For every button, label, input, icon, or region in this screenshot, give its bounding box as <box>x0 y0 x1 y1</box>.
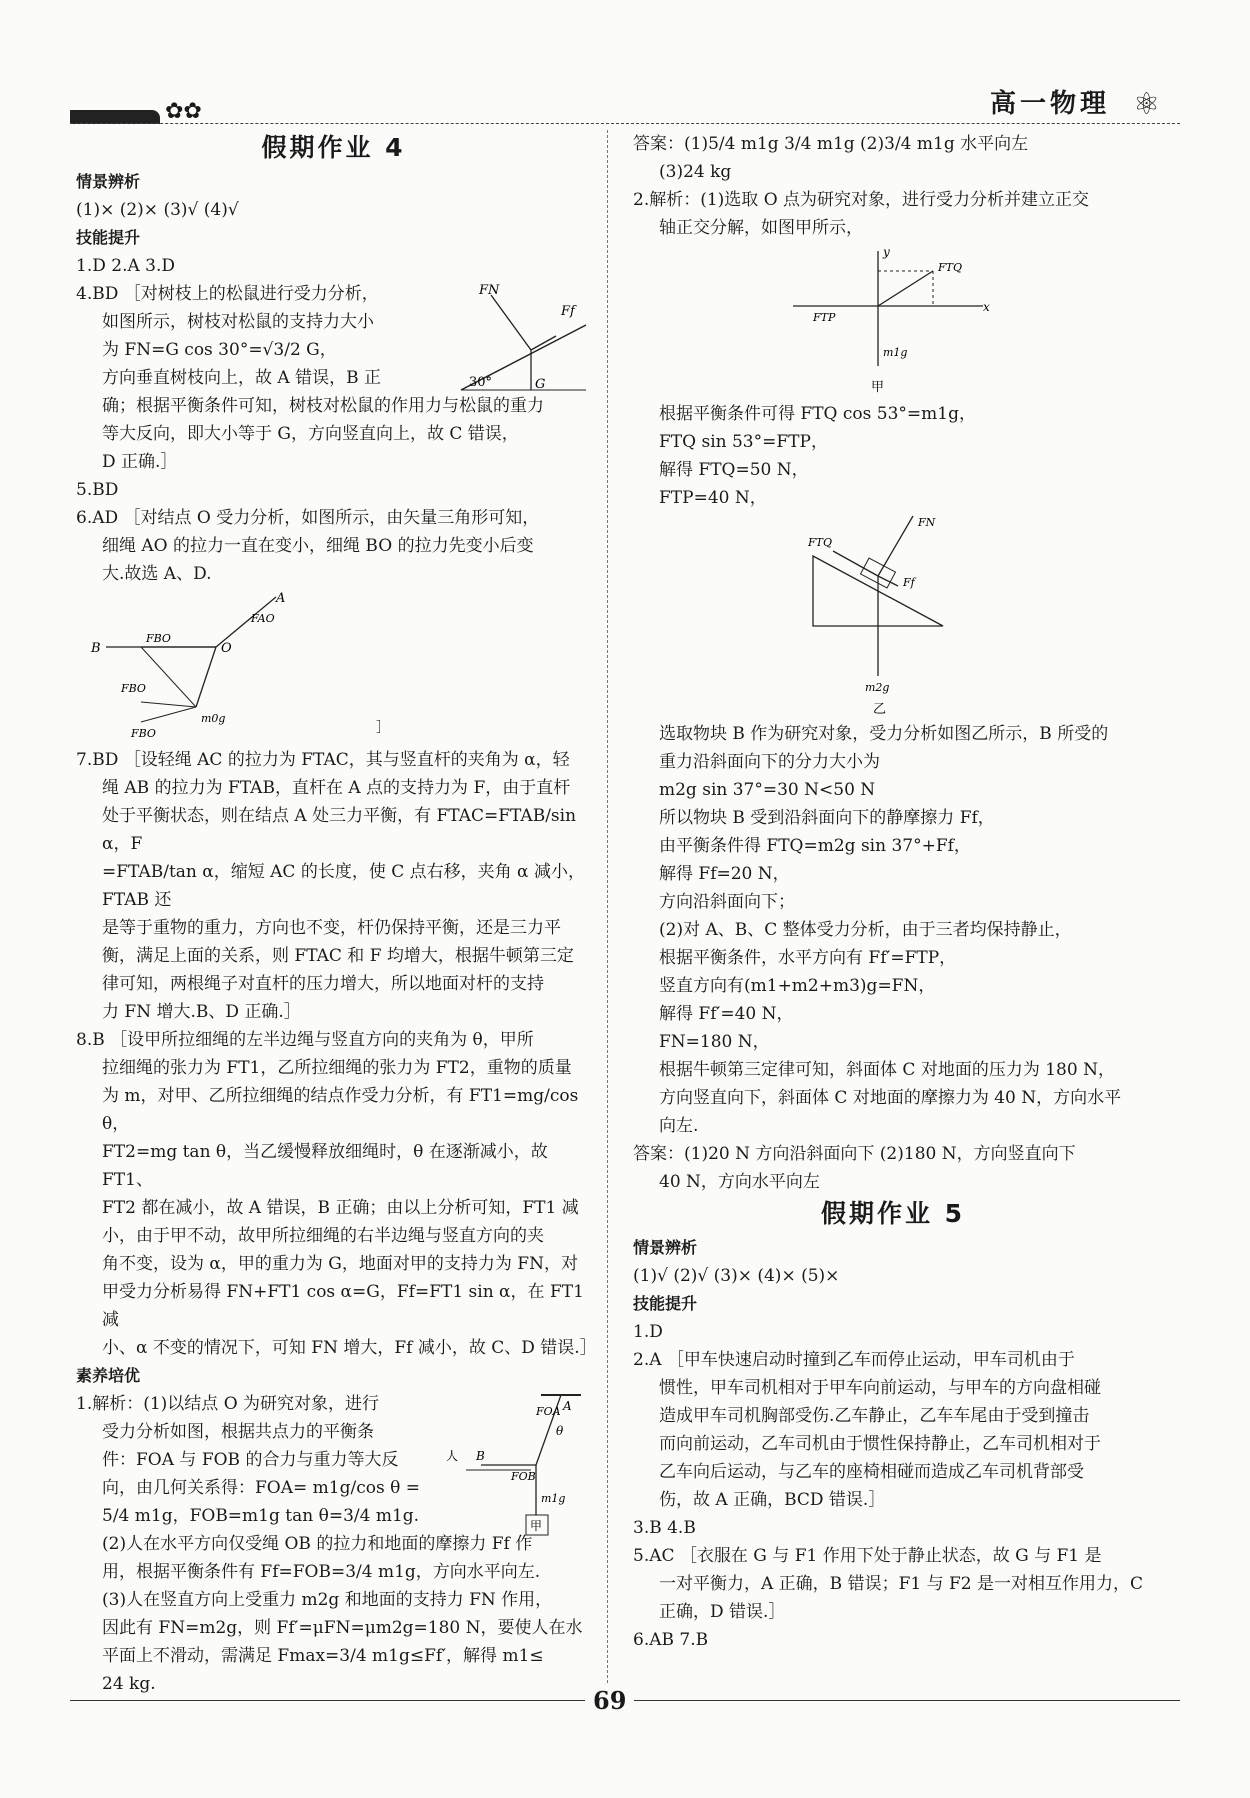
q2b-line-1: FTQ sin 53°=FTP， <box>659 432 828 452</box>
svg-text:m1g: m1g <box>541 1492 566 1505</box>
header-decoration <box>70 110 160 124</box>
s1-line-4: 5/4 m1g，FOB=m1g tan θ=3/4 m1g. <box>102 1506 420 1526</box>
s1-line-0: 1.解析：(1)以结点 O 为研究对象，进行 <box>76 1394 380 1414</box>
page-number: 69 <box>585 1686 634 1715</box>
q2c-line-2: m2g sin 37°=30 N<50 N <box>659 780 876 800</box>
svg-text:FAO: FAO <box>251 612 275 625</box>
ans1-line-1: (3)24 kg <box>659 162 732 182</box>
q4-line-4: 确；根据平衡条件可知，树枝对松鼠的作用力与松鼠的重力 <box>102 396 544 416</box>
left-column <box>76 130 597 1698</box>
p5-q2-line-1: 惯性，甲车司机相对于甲车向前运动，与甲车的方向盘相碰 <box>659 1378 1101 1398</box>
svg-text:FOB: FOB <box>511 1470 536 1483</box>
flower-icon: ✿✿ <box>165 99 202 124</box>
q2c-line-3: 所以物块 B 受到沿斜面向下的静摩擦力 Ff， <box>659 808 995 828</box>
q8-line-0: 8.B ［设甲所拉细绳的左半边绳与竖直方向的夹角为 θ，甲所 <box>76 1030 534 1050</box>
q8-line-4: FT2 都在减小，故 A 错误，B 正确；由以上分析可知，FT1 减 <box>102 1198 579 1218</box>
jingjing-answers: (1)× (2)× (3)√ (4)√ <box>76 200 239 220</box>
section-title-5: 假期作业 5 <box>820 1199 966 1228</box>
svg-text:FTQ: FTQ <box>938 261 962 274</box>
ans2-line-0: 答案：(1)20 N 方向沿斜面向下 (2)180 N，方向竖直向下 <box>633 1144 1076 1164</box>
ans1-line-0: 答案：(1)5/4 m1g 3/4 m1g (2)3/4 m1g 水平向左 <box>633 134 1029 154</box>
svg-text:y: y <box>883 245 890 259</box>
right-column <box>633 130 1153 1654</box>
p5-q2-line-5: 伤，故 A 正确，BCD 错误.］ <box>659 1490 886 1510</box>
q8-line-3: FT2=mg tan θ，当乙缓慢释放细绳时，θ 在逐渐减小，故 FT1、 <box>102 1142 548 1190</box>
svg-text:人: 人 <box>446 1449 459 1463</box>
p5-q67: 6.AB 7.B <box>633 1630 709 1650</box>
svg-text:FBO: FBO <box>121 682 146 695</box>
svg-text:θ: θ <box>556 1424 564 1438</box>
svg-text:B: B <box>91 641 101 656</box>
page-header <box>70 84 1180 130</box>
q7-line-2: 处于平衡状态，则在结点 A 处三力平衡，有 FTAC=FTAB/sin α，F <box>102 806 577 854</box>
p5-q2-line-2: 造成甲车司机胸部受伤.乙车静止，乙车车尾由于受到撞击 <box>659 1406 1090 1426</box>
svg-text:FOA: FOA <box>536 1405 561 1418</box>
q2c-line-13: 方向竖直向下，斜面体 C 对地面的摩擦力为 40 N，方向水平 <box>659 1088 1122 1108</box>
svg-text:Ff: Ff <box>561 304 575 319</box>
q2c-line-14: 向左. <box>659 1116 699 1136</box>
heading-jineng: 技能提升 <box>76 228 141 247</box>
svg-text:FN: FN <box>479 283 500 298</box>
s1-line-8: 因此有 FN=m2g，则 Ff′=μFN=μm2g=180 N，要使人在水 <box>102 1618 583 1638</box>
subject-title: 高一物理 <box>989 89 1110 119</box>
heading-jineng-5: 技能提升 <box>633 1294 698 1313</box>
q7-line-3: =FTAB/tan α，缩短 AC 的长度，使 C 点右移，夹角 α 减小，FTAB 还 <box>102 862 585 910</box>
q2b-line-3: FTP=40 N， <box>659 488 767 508</box>
q4-line-0: 4.BD ［对树枝上的松鼠进行受力分析， <box>76 284 379 304</box>
heading-suyang: 素养培优 <box>76 1366 141 1385</box>
q5-answer: 5.BD <box>76 480 119 500</box>
q8-line-8: 小、α 不变的情况下，可知 FN 增大，Ff 减小，故 C、D 错误.］ <box>102 1338 597 1358</box>
q2b-line-2: 解得 FTQ=50 N， <box>659 460 809 480</box>
q4-squirrel-figure <box>461 280 591 400</box>
q4-line-2: 为 FN=G cos 30°=√3/2 G， <box>102 340 337 360</box>
q7-line-6: 律可知，两根绳子对直杆的压力增大，所以地面对杆的支持 <box>102 974 544 994</box>
svg-text:FTP: FTP <box>813 311 836 324</box>
q6-line-0: 6.AD ［对结点 O 受力分析，如图所示，由矢量三角形可知， <box>76 508 540 528</box>
q2c-line-12: 根据牛顿第三定律可知，斜面体 C 对地面的压力为 180 N， <box>659 1060 1115 1080</box>
column-divider <box>607 130 608 1683</box>
q2c-line-1: 重力沿斜面向下的分力大小为 <box>659 752 880 772</box>
s1-line-5: (2)人在水平方向仅受绳 OB 的拉力和地面的摩擦力 Ff 作 <box>102 1534 533 1554</box>
atom-icon: ⚛ <box>1133 87 1160 122</box>
q2c-line-8: 根据平衡条件，水平方向有 Ff′=FTP， <box>659 948 957 968</box>
q2c-line-0: 选取物块 B 作为研究对象，受力分析如图乙所示，B 所受的 <box>659 724 1109 744</box>
q6-vector-figure <box>86 591 390 742</box>
q6-line-1: 细绳 AO 的拉力一直在变小，细绳 BO 的拉力先变小后变 <box>102 536 534 556</box>
svg-text:m2g: m2g <box>865 681 890 694</box>
svg-text:m1g: m1g <box>883 346 908 359</box>
svg-text:A: A <box>563 1399 572 1413</box>
q8-line-1: 拉细绳的张力为 FT1，乙所拉细绳的张力为 FT2，重物的质量 <box>102 1058 572 1078</box>
svg-text:G: G <box>535 377 546 392</box>
s1-line-10: 24 kg. <box>102 1674 156 1694</box>
q8-line-2: 为 m，对甲、乙所拉细绳的结点作受力分析，有 FT1=mg/cos θ， <box>102 1086 579 1134</box>
svg-text:30°: 30° <box>469 375 493 390</box>
svg-text:FTQ: FTQ <box>808 536 832 549</box>
svg-text:m0g: m0g <box>201 712 226 725</box>
q2c-line-4: 由平衡条件得 FTQ=m2g sin 37°+Ff， <box>659 836 971 856</box>
q2c-line-10: 解得 Ff′=40 N， <box>659 1004 794 1024</box>
s1-block <box>76 1390 591 1698</box>
svg-text:FBO: FBO <box>146 632 171 645</box>
s1-line-3: 向，由几何关系得：FOA= m1g/cos θ = <box>102 1478 420 1498</box>
header-dashed-line <box>70 123 1180 124</box>
p5-q34: 3.B 4.B <box>633 1518 696 1538</box>
answers-1-3: 1.D 2.A 3.D <box>76 256 176 276</box>
fig-jia-label: 甲 <box>871 380 885 395</box>
fig-jia-axes <box>783 246 1003 396</box>
heading-jingjing-5: 情景辨析 <box>633 1238 698 1257</box>
q7-line-1: 绳 AB 的拉力为 FTAB，直杆在 A 点的支持力为 F，由于直杆 <box>102 778 571 798</box>
svg-text:O: O <box>221 641 232 656</box>
fig-yi-incline <box>803 516 1003 716</box>
fig-yi-label: 乙 <box>873 702 887 717</box>
q2b-line-0: 根据平衡条件可得 FTQ cos 53°=m1g， <box>659 404 976 424</box>
p5-q5-line-0: 5.AC ［衣服在 G 与 F1 作用下处于静止状态，故 G 与 F1 是 <box>633 1546 1102 1566</box>
p5-q5-line-2: 正确，D 错误.］ <box>659 1602 786 1622</box>
q4-line-6: D 正确.］ <box>102 452 178 472</box>
p5-q2-line-4: 乙车向后运动，与乙车的座椅相碰而造成乙车司机背部受 <box>659 1462 1084 1482</box>
q2a-line-1: 轴正交分解，如图甲所示， <box>659 218 863 238</box>
q2c-line-5: 解得 Ff=20 N， <box>659 864 790 884</box>
ans2-line-1: 40 N，方向水平向左 <box>659 1172 820 1192</box>
svg-text:甲: 甲 <box>530 1519 543 1533</box>
q7-line-7: 力 FN 增大.B、D 正确.］ <box>102 1002 301 1022</box>
q2a-line-0: 2.解析：(1)选取 O 点为研究对象，进行受力分析并建立正交 <box>633 190 1090 210</box>
q2c-line-7: (2)对 A、B、C 整体受力分析，由于三者均保持静止， <box>659 920 1072 940</box>
p5-q2-line-0: 2.A ［甲车快速启动时撞到乙车而停止运动，甲车司机由于 <box>633 1350 1075 1370</box>
q2c-line-9: 竖直方向有(m1+m2+m3)g=FN， <box>659 976 936 996</box>
svg-text:］: ］ <box>376 720 390 736</box>
q4-line-5: 等大反向，即大小等于 G，方向竖直向上，故 C 错误， <box>102 424 519 444</box>
s1-rope-figure <box>441 1390 591 1540</box>
q6-line-2: 大.故选 A、D. <box>102 564 212 584</box>
svg-text:x: x <box>983 300 990 314</box>
svg-text:A: A <box>276 591 286 606</box>
q7-line-4: 是等于重物的重力，方向也不变，杆仍保持平衡，还是三力平 <box>102 918 561 938</box>
q4-line-3: 方向垂直树枝向上，故 A 错误，B 正 <box>102 368 381 388</box>
q8-line-7: 甲受力分析易得 FN+FT1 cos α=G，Ff=FT1 sin α，在 FT1 减 <box>102 1282 584 1330</box>
q8-line-6: 角不变，设为 α，甲的重力为 G，地面对甲的支持力为 FN，对 <box>102 1254 578 1274</box>
q8-line-5: 小，由于甲不动，故甲所拉细绳的右半边绳与竖直方向的夹 <box>102 1226 544 1246</box>
svg-text:Ff: Ff <box>903 576 915 589</box>
s1-line-9: 平面上不滑动，需满足 Fmax=3/4 m1g≤Ff′，解得 m1≤ <box>102 1646 544 1666</box>
q4-line-1: 如图所示，树枝对松鼠的支持力大小 <box>102 312 374 332</box>
s1-line-6: 用，根据平衡条件有 Ff=FOB=3/4 m1g，方向水平向左. <box>102 1562 541 1582</box>
p5-q5-line-1: 一对平衡力，A 正确，B 错误；F1 与 F2 是一对相互作用力，C <box>659 1574 1144 1594</box>
svg-text:FBO: FBO <box>131 727 156 740</box>
s1-line-2: 件：FOA 与 FOB 的合力与重力等大反 <box>102 1450 399 1470</box>
heading-jingjing: 情景辨析 <box>76 172 141 191</box>
section-title-4: 假期作业 4 <box>261 133 406 162</box>
q4-block <box>76 280 591 476</box>
p5-q1: 1.D <box>633 1322 663 1342</box>
s1-line-7: (3)人在竖直方向上受重力 m2g 和地面的支持力 FN 作用， <box>102 1590 553 1610</box>
q2c-line-6: 方向沿斜面向下； <box>659 892 795 912</box>
jingjing-answers-5: (1)√ (2)√ (3)× (4)× (5)× <box>633 1266 840 1286</box>
q7-line-5: 衡，满足上面的关系，则 FTAC 和 F 均增大，根据牛顿第三定 <box>102 946 574 966</box>
s1-line-1: 受力分析如图，根据共点力的平衡条 <box>102 1422 374 1442</box>
p5-q2-line-3: 而向前运动，乙车司机由于惯性保持静止，乙车司机相对于 <box>659 1434 1101 1454</box>
q2c-line-11: FN=180 N， <box>659 1032 770 1052</box>
q7-line-0: 7.BD ［设轻绳 AC 的拉力为 FTAC，其与竖直杆的夹角为 α，轻 <box>76 750 570 770</box>
svg-text:B: B <box>476 1449 485 1463</box>
svg-text:FN: FN <box>918 516 936 529</box>
